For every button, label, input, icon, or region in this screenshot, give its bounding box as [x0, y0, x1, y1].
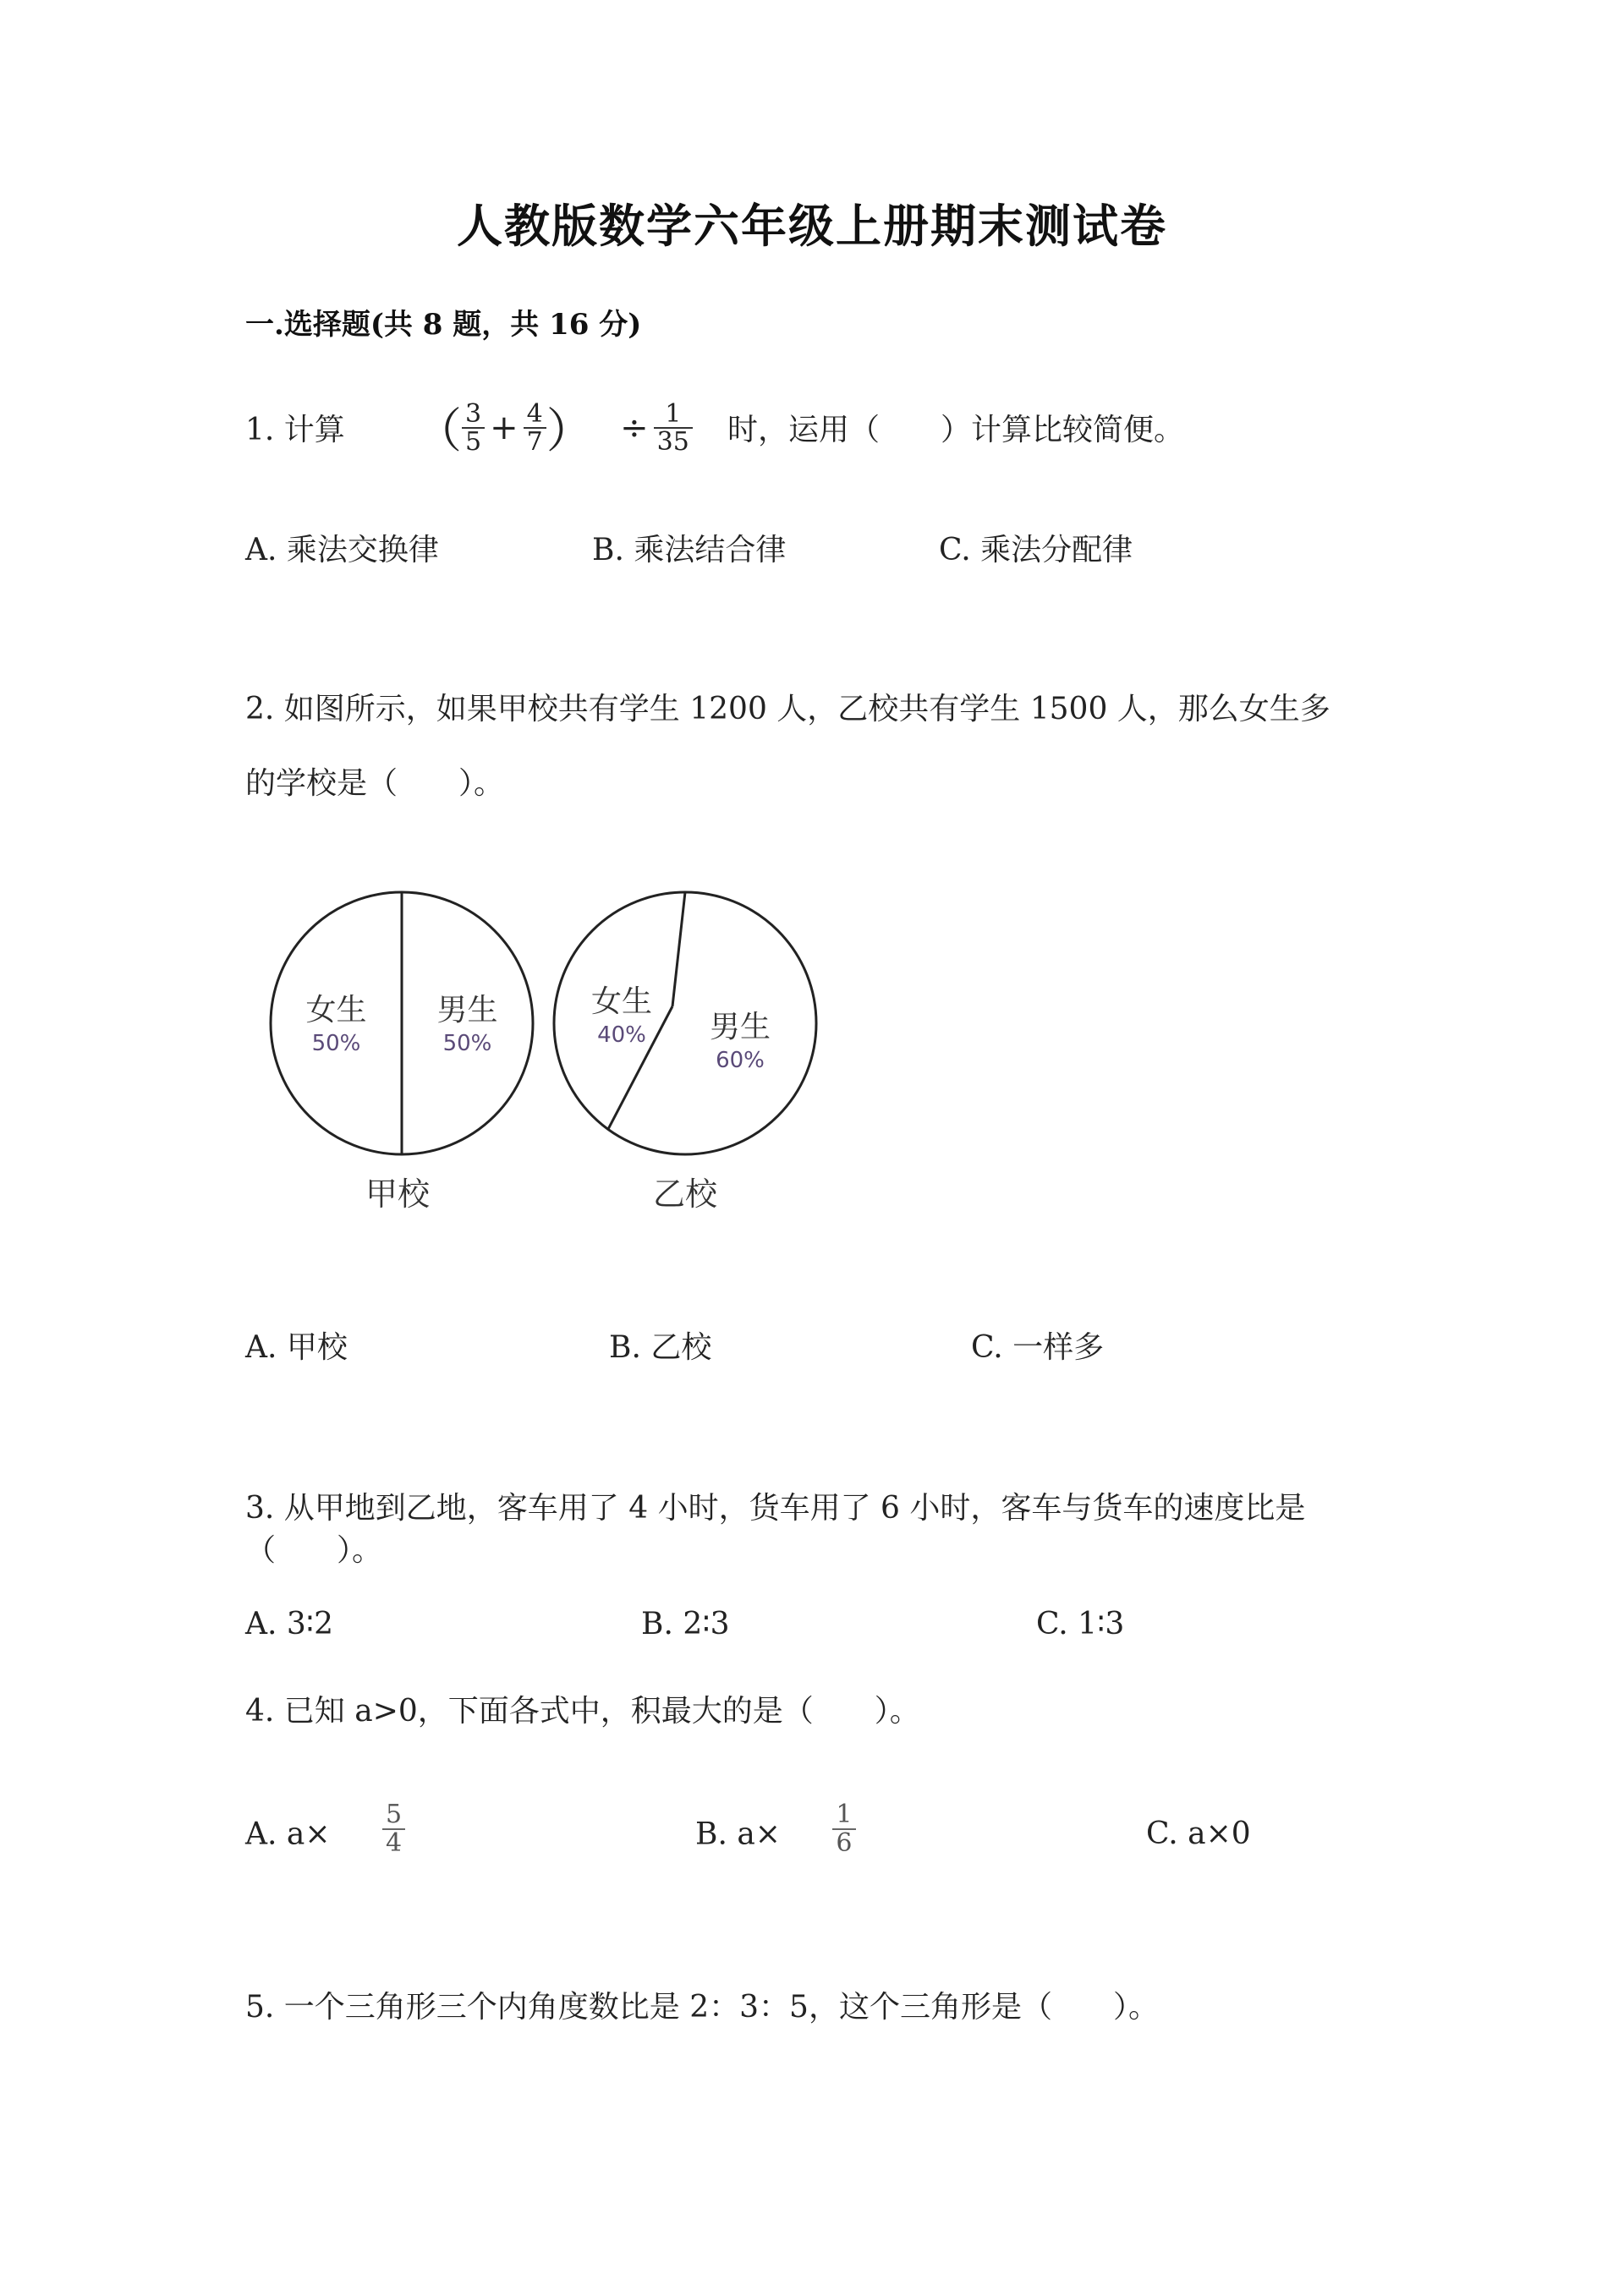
q3-option-b[interactable]: B. 2∶3: [641, 1607, 730, 1641]
q1-option-c[interactable]: C. 乘法分配律: [939, 533, 1133, 567]
q2-option-b[interactable]: B. 乙校: [609, 1330, 712, 1365]
q2-option-a[interactable]: A. 甲校: [245, 1330, 348, 1365]
question-1-expression: [414, 394, 693, 462]
fraction-4-7: $\frac{4}{7}$: [524, 401, 546, 456]
q3-option-c[interactable]: C. 1∶3: [1036, 1607, 1125, 1641]
fraction-3-5: $\frac{3}{5}$: [462, 401, 485, 456]
q4-option-a-prefix: A. a×: [245, 1817, 331, 1852]
question-2-line-2: 的学校是（ ）。: [245, 766, 505, 801]
fraction-1-6: $\frac{1}{6}$: [832, 1801, 855, 1856]
question-1-suffix: 时，运用（ ）计算比较简便。: [727, 413, 1185, 447]
pie-slice-percent: 60%: [716, 1048, 765, 1073]
pie-slice-label: 女生: [590, 984, 653, 1019]
pie-slice-percent: 40%: [597, 1022, 646, 1048]
plus-sign: +: [490, 408, 518, 447]
school-pie-charts: [254, 871, 846, 1226]
question-4: 4. 已知 a>0，下面各式中，积最大的是（ ）。: [245, 1694, 920, 1729]
q4-option-b-prefix: B. a×: [695, 1817, 781, 1852]
question-3-line-2: （ ）。: [245, 1533, 383, 1568]
question-3-line-1: 3. 从甲地到乙地，客车用了 4 小时，货车用了 6 小时，客车与货车的速度比是: [245, 1491, 1306, 1526]
question-1-prefix: 1. 计算: [245, 413, 345, 447]
pie-slice-percent: 50%: [442, 1031, 492, 1056]
page-title: 人教版数学六年级上册期末测试卷: [457, 199, 1167, 253]
pie-slice-label: 男生: [709, 1010, 771, 1044]
section-heading: 一.选择题(共 8 题，共 16 分): [245, 308, 642, 342]
q1-option-b[interactable]: B. 乘法结合律: [592, 533, 787, 567]
pie-divider: [672, 892, 685, 1006]
divide-sign: ÷: [620, 408, 649, 447]
pie-slice-label: 男生: [436, 993, 498, 1027]
question-2-line-1: 2. 如图所示，如果甲校共有学生 1200 人，乙校共有学生 1500 人，那么女生多: [245, 692, 1330, 726]
q4-option-b[interactable]: [695, 1800, 856, 1858]
q1-option-a[interactable]: A. 乘法交换律: [245, 533, 439, 567]
fraction-1-35: $\frac{1}{35}$: [654, 401, 693, 456]
pie-title: 甲校: [365, 1175, 431, 1213]
pie-slice-label: 女生: [305, 993, 367, 1027]
q2-option-c[interactable]: C. 一样多: [971, 1330, 1105, 1365]
pie-title: 乙校: [652, 1175, 718, 1213]
open-paren: （: [414, 404, 462, 459]
pie-outline: [554, 892, 816, 1154]
q4-option-c[interactable]: C. a×0: [1146, 1817, 1251, 1851]
q4-option-a[interactable]: [245, 1800, 405, 1858]
close-paren: ）: [546, 404, 594, 459]
fraction-5-4: $\frac{5}{4}$: [382, 1801, 405, 1856]
question-5: 5. 一个三角形三个内角度数比是 2：3：5，这个三角形是（ ）。: [245, 1990, 1159, 2025]
q3-option-a[interactable]: A. 3∶2: [245, 1607, 334, 1641]
pie-slice-percent: 50%: [311, 1031, 361, 1056]
